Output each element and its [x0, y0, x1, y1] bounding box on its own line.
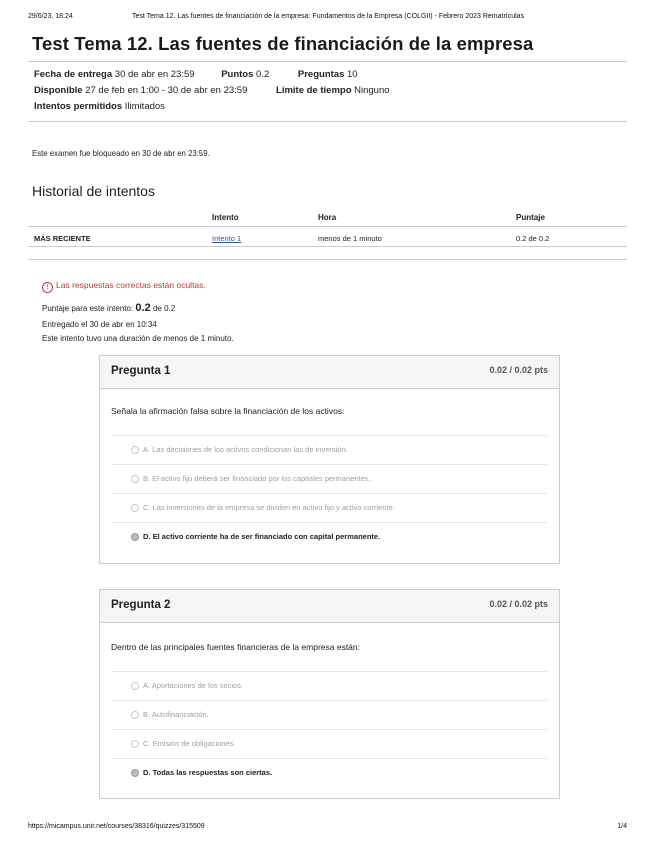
attempt-duration: Este intento tuvo una duración de menos de 1 minuto. [42, 334, 234, 343]
radio-icon [131, 740, 139, 748]
question-points: 0.02 / 0.02 pts [489, 365, 548, 375]
radio-icon [131, 446, 139, 454]
question-card [99, 355, 560, 564]
radio-icon [131, 504, 139, 512]
score-prefix: Puntaje para este intento: [42, 304, 134, 313]
radio-selected-icon [131, 769, 139, 777]
attempt-link[interactable]: Intento 1 [212, 234, 242, 243]
time-limit-label: Límite de tiempo [276, 85, 352, 96]
attempt-score [42, 302, 175, 314]
history-title: Historial de intentos [32, 183, 155, 199]
answer-text: B. Autofinanciación. [143, 710, 209, 719]
quiz-meta-row-2 [34, 85, 390, 96]
print-footer [28, 823, 627, 830]
points-value: 0.2 [256, 69, 270, 80]
answer-text: D. El activo corriente ha de ser financiado con capital permanente. [143, 532, 381, 541]
question-header [100, 356, 559, 389]
submitted-time: Entregado el 30 de abr en 10:34 [42, 320, 157, 329]
available-value: 27 de feb en 1:00 - 30 de abr en 23:59 [85, 85, 248, 96]
answer-option [112, 464, 547, 494]
history-row-time: menos de 1 minuto [318, 234, 382, 243]
radio-icon [131, 475, 139, 483]
due-value: 30 de abr en 23:59 [114, 69, 195, 80]
question-title: Pregunta 2 [111, 599, 171, 611]
history-row-label: MÁS RECIENTE [34, 234, 91, 243]
divider [28, 246, 627, 247]
answer-option [112, 493, 547, 523]
notice-text: Las respuestas correctas están ocultas. [56, 280, 206, 290]
points-label: Puntos [221, 69, 254, 80]
due-label: Fecha de entrega [34, 69, 113, 80]
print-date: 29/6/23, 18:24 [28, 13, 73, 20]
answer-text: A. Aportaciones de los socios. [143, 681, 244, 690]
radio-icon [131, 682, 139, 690]
history-header-attempt: Intento [212, 213, 239, 222]
hidden-answers-notice [42, 280, 206, 293]
quiz-meta-row-3 [34, 101, 165, 112]
question-card [99, 589, 560, 799]
question-points: 0.02 / 0.02 pts [489, 599, 548, 609]
question-title: Pregunta 1 [111, 365, 171, 377]
divider [28, 259, 627, 260]
radio-selected-icon [131, 533, 139, 541]
quiz-meta-row-1 [34, 69, 358, 80]
page-number: 1/4 [617, 823, 627, 830]
answer-text: C. Las inversiones de la empresa se dividen en activo fijo y activo corriente. [143, 503, 395, 512]
answer-text: C. Emisión de obligaciones. [143, 739, 236, 748]
divider [28, 121, 627, 122]
answer-text: B. El activo fijo deberá ser financiado por los capitales permanentes. [143, 474, 371, 483]
score-suffix: de 0.2 [152, 304, 176, 313]
answer-text: A. Las decisiones de los activos condicionan las de inversión. [143, 445, 348, 454]
warning-icon: ! [42, 282, 53, 293]
attempts-label: Intentos permitidos [34, 101, 123, 112]
answer-text: D. Todas las respuestas son ciertas. [143, 768, 273, 777]
page-url: https://micampus.unir.net/courses/38316/quizzes/315509 [28, 823, 205, 830]
history-row-score: 0.2 de 0.2 [516, 234, 550, 243]
answer-option [112, 435, 547, 465]
answer-option-selected [112, 522, 547, 552]
history-header-divider [28, 226, 627, 227]
question-text: Dentro de las principales fuentes financieras de la empresa están: [111, 642, 361, 652]
history-header-time: Hora [318, 213, 337, 222]
attempts-value: Ilimitados [124, 101, 165, 112]
answer-option [112, 700, 547, 730]
questions-value: 10 [347, 69, 358, 80]
divider [28, 61, 627, 62]
questions-label: Preguntas [297, 69, 345, 80]
page-title: Test Tema 12. Las fuentes de financiación de la empresa [32, 33, 534, 54]
print-doc-title: Test Tema 12. Las fuentes de financiación de la empresa: Fundamentos de la Empresa (COLGII) - Febrero 2023 Rematrículas [132, 13, 525, 20]
question-header [100, 590, 559, 623]
locked-message: Este examen fue bloqueado en 30 de abr en 23:59. [32, 149, 210, 158]
question-text: Señala la afirmación falsa sobre la financiación de los activos: [111, 406, 345, 416]
answer-option [112, 729, 547, 759]
history-header-score: Puntaje [516, 213, 545, 222]
score-value: 0.2 [135, 302, 151, 314]
time-limit-value: Ninguno [354, 85, 390, 96]
answer-option-selected [112, 758, 547, 788]
answer-option [112, 671, 547, 701]
radio-icon [131, 711, 139, 719]
available-label: Disponible [34, 85, 83, 96]
